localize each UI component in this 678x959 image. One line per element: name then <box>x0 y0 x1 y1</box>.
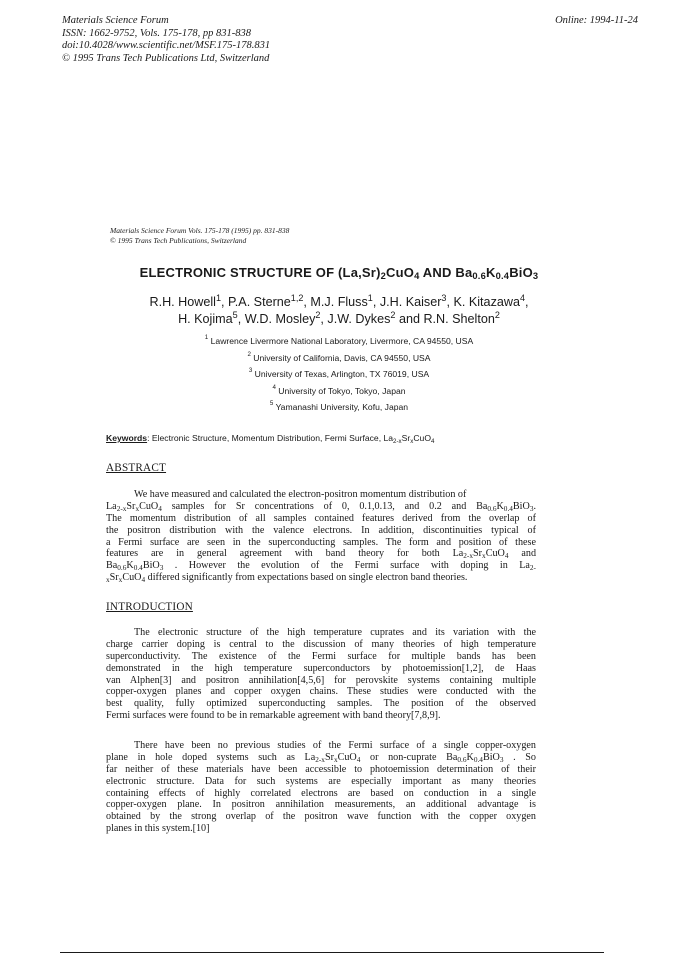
abstract-paragraph <box>106 489 536 584</box>
text-line: superconductivity. The existence of the Fermi surface for multiple bands has been <box>106 650 536 662</box>
author-line: H. Kojima$^5$, W.D. Mosley$^2$, J.W. Dykes$^2$ and R.N. Shelton$^2$ <box>178 310 500 326</box>
author-line: R.H. Howell$^1$, P.A. Sterne$^{1,2}$, M.J. Fluss$^1$, J.H. Kaiser$^3$, K. Kitazawa$^4$, <box>149 293 529 309</box>
text-line: far neither of these materials have been accessible to photoemission determination of their <box>106 763 536 775</box>
text-line: a Fermi surface are seen in the superconducting samples. The form and position of these <box>106 536 536 548</box>
introduction-paragraph-2 <box>106 740 536 835</box>
text-line: planes in this system.[10] <box>106 823 210 835</box>
citation-line: Materials Science Forum Vols. 175-178 (1995) pp. 831-838 <box>110 226 290 235</box>
text-line: We have measured and calculated the electron-positron momentum distribution of <box>134 489 467 500</box>
abstract-heading: ABSTRACT <box>106 462 167 474</box>
text-line: copper-oxygen plane. In positron annihilation measurements, an additional advantage is <box>106 799 536 811</box>
text-line: The electronic structure of the high temperature cuprates and its variation with the <box>134 627 536 638</box>
text-line: best quality, fully optimized superconducting samples. The position of the observed <box>106 698 536 710</box>
keywords-label: Keywords <box>106 433 148 443</box>
text-line: Fermi surfaces were found to be in remarkable agreement with band theory[7,8,9]. <box>106 710 441 722</box>
paper-title: ELECTRONIC STRUCTURE OF $(La,Sr)_2CuO_4$ AND $Ba_{0.6}K_{0.4}BiO_3$ <box>139 265 539 281</box>
affiliation: $^1$ Lawrence Livermore National Laboratory, Livermore, CA 94550, USA <box>204 334 474 346</box>
journal-name: Materials Science Forum <box>62 15 169 26</box>
text-line: There have been no previous studies of the Fermi surface of a single copper-oxygen <box>134 740 536 751</box>
footer-rule <box>60 952 604 953</box>
citation-block <box>110 226 289 246</box>
text-line: plane in hole doped systems such as $La_{2-x}Sr_xCuO_4$ or non-cuprate $Ba_{0.6}K_{0.4}BiO_3$ . So <box>106 751 536 764</box>
text-line: containing effects of highly correlated electrons are based on conduction in a single <box>106 787 536 799</box>
introduction-paragraph-1 <box>106 627 536 722</box>
text-line: features are in general agreement with band theory for both $La_{2-x}Sr_xCuO_4$ and <box>106 548 536 561</box>
text-line: van Alphen[3] and positron annihilation[4,5,6] for perovskite systems containing multiple <box>106 674 536 686</box>
text-line: electronic structure. Data for such systems are especially important as many theories <box>106 775 536 787</box>
affiliation: $^2$ University of California, Davis, CA 94550, USA <box>247 350 431 363</box>
text-line: charge carrier doping is central to the discussion of many theories of high temperature <box>106 638 536 650</box>
affiliation-list <box>0 333 678 416</box>
text-line: the positron distribution with the valence electrons. In addition, discontinuities typical of <box>106 524 536 536</box>
introduction-heading: INTRODUCTION <box>106 601 193 613</box>
affiliation: $^5$ Yamanashi University, Kofu, Japan <box>269 400 409 413</box>
journal-copyright: © 1995 Trans Tech Publications Ltd, Switzerland <box>62 52 270 64</box>
text-line: $_xSr_xCuO_4$ differed significantly from expectations based on single electron band theories. <box>106 572 468 585</box>
text-line: $Ba_{0.6}K_{0.4}BiO_3$ . However the evolution of the Fermi surface with doping in $La_{2-}$ <box>106 560 536 573</box>
text-line: obtained by the strong overlap of the positron wave function with the copper oxygen <box>106 811 536 823</box>
author-list <box>0 294 678 328</box>
online-date: Online: 1994-11-24 <box>555 15 638 26</box>
citation-copyright: © 1995 Trans Tech Publications, Switzerland <box>110 236 247 245</box>
affiliation: $^3$ University of Texas, Arlington, TX 76019, USA <box>248 367 430 380</box>
text-line: copper-oxygen planes and copper oxygen chains. These studies were conducted with the <box>106 686 536 698</box>
keywords-line: Keywords: Electronic Structure, Momentum Distribution, Fermi Surface, $La_{2-x}Sr_xCuO_4$ <box>106 433 435 445</box>
text-line: The momentum distribution of all samples contained features derived from the overlap of <box>106 512 536 524</box>
journal-issn: ISSN: 1662-9752, Vols. 175-178, pp 831-838 <box>62 27 251 39</box>
affiliation: $^4$ University of Tokyo, Tokyo, Japan <box>272 383 406 396</box>
text-line: demonstrated in the high temperature superconductors by photoemission[1,2], de Haas <box>106 662 536 674</box>
journal-header <box>62 15 270 65</box>
text-line: $La_{2-x}Sr_xCuO_4$ samples for Sr concentrations of 0, 0.1,0.13, and 0.2 and $Ba_{0.6}K_{0.4}BiO_3$. <box>106 500 536 513</box>
journal-doi: doi:10.4028/www.scientific.net/MSF.175-178.831 <box>62 40 271 51</box>
